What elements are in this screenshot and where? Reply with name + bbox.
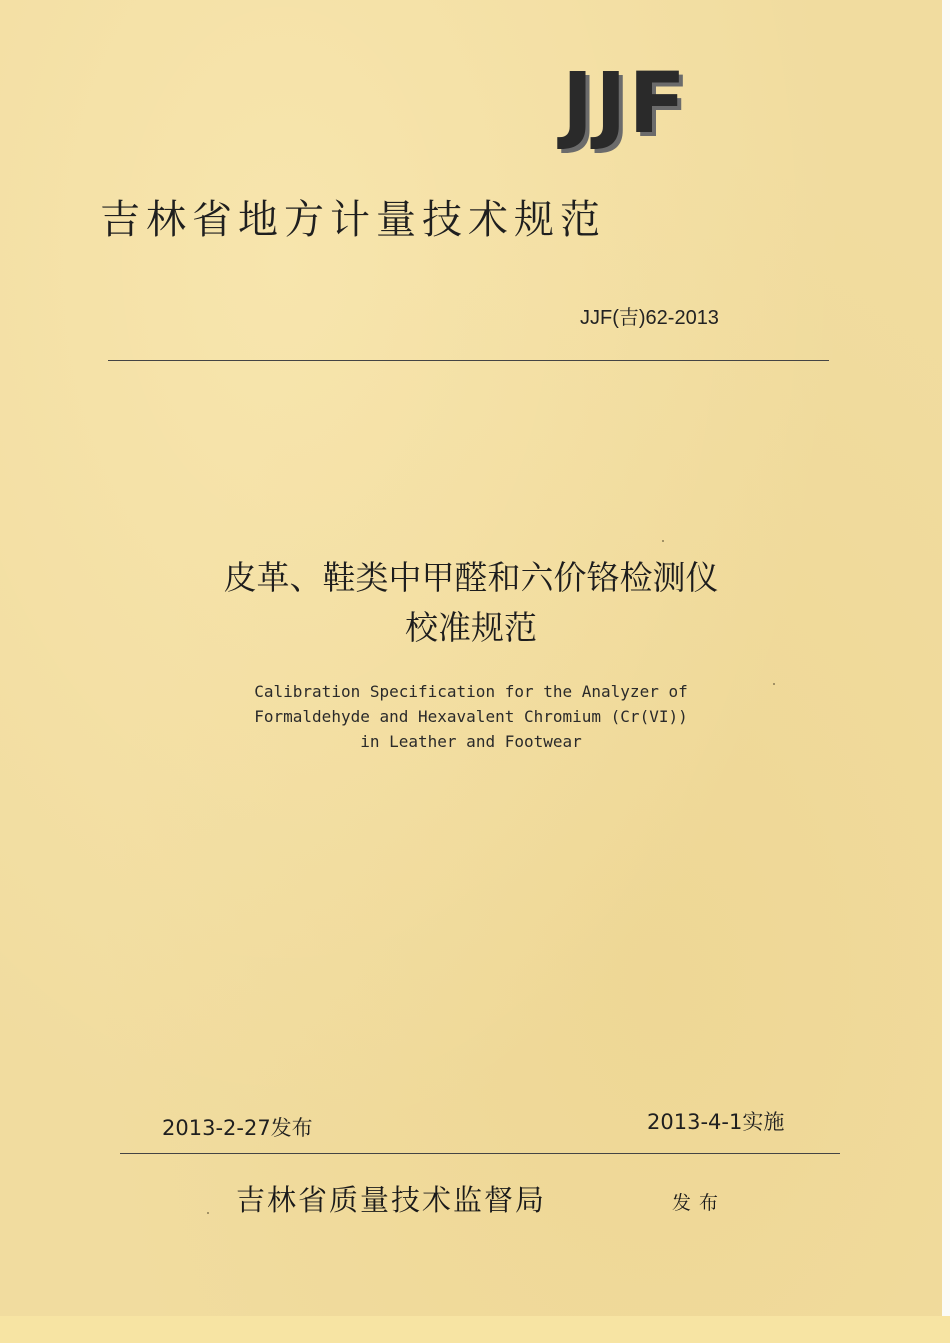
english-title-line-2: Formaldehyde and Hexavalent Chromium (Cr(VI))	[254, 707, 688, 726]
issuer-suffix: 发布	[672, 1192, 727, 1214]
english-title-line-3: in Leather and Footwear	[360, 732, 582, 751]
paper-speck	[773, 683, 775, 685]
chinese-title-line-2: 校准规范	[405, 608, 537, 647]
top-divider	[108, 360, 829, 361]
jjf-logo-text: JJF	[562, 54, 688, 152]
english-title-line-1: Calibration Specification for the Analyzer of	[254, 682, 688, 701]
issuer-name: 吉林省质量技术监督局	[236, 1183, 547, 1217]
jjf-logo	[562, 54, 774, 152]
chinese-title-line-1: 皮革、鞋类中甲醛和六价铬检测仪	[223, 558, 719, 597]
page-right-edge	[942, 0, 950, 1316]
standard-category: 吉林省地方计量技术规范	[100, 197, 606, 243]
implementation-date: 2013-4-1实施	[647, 1110, 785, 1134]
standard-code: JJF(吉)62-2013	[580, 307, 719, 329]
paper-speck	[207, 1212, 209, 1214]
issue-date: 2013-2-27发布	[162, 1116, 313, 1140]
page-bottom-strip	[0, 1316, 950, 1343]
paper-speck	[662, 540, 664, 542]
bottom-divider	[120, 1153, 840, 1154]
